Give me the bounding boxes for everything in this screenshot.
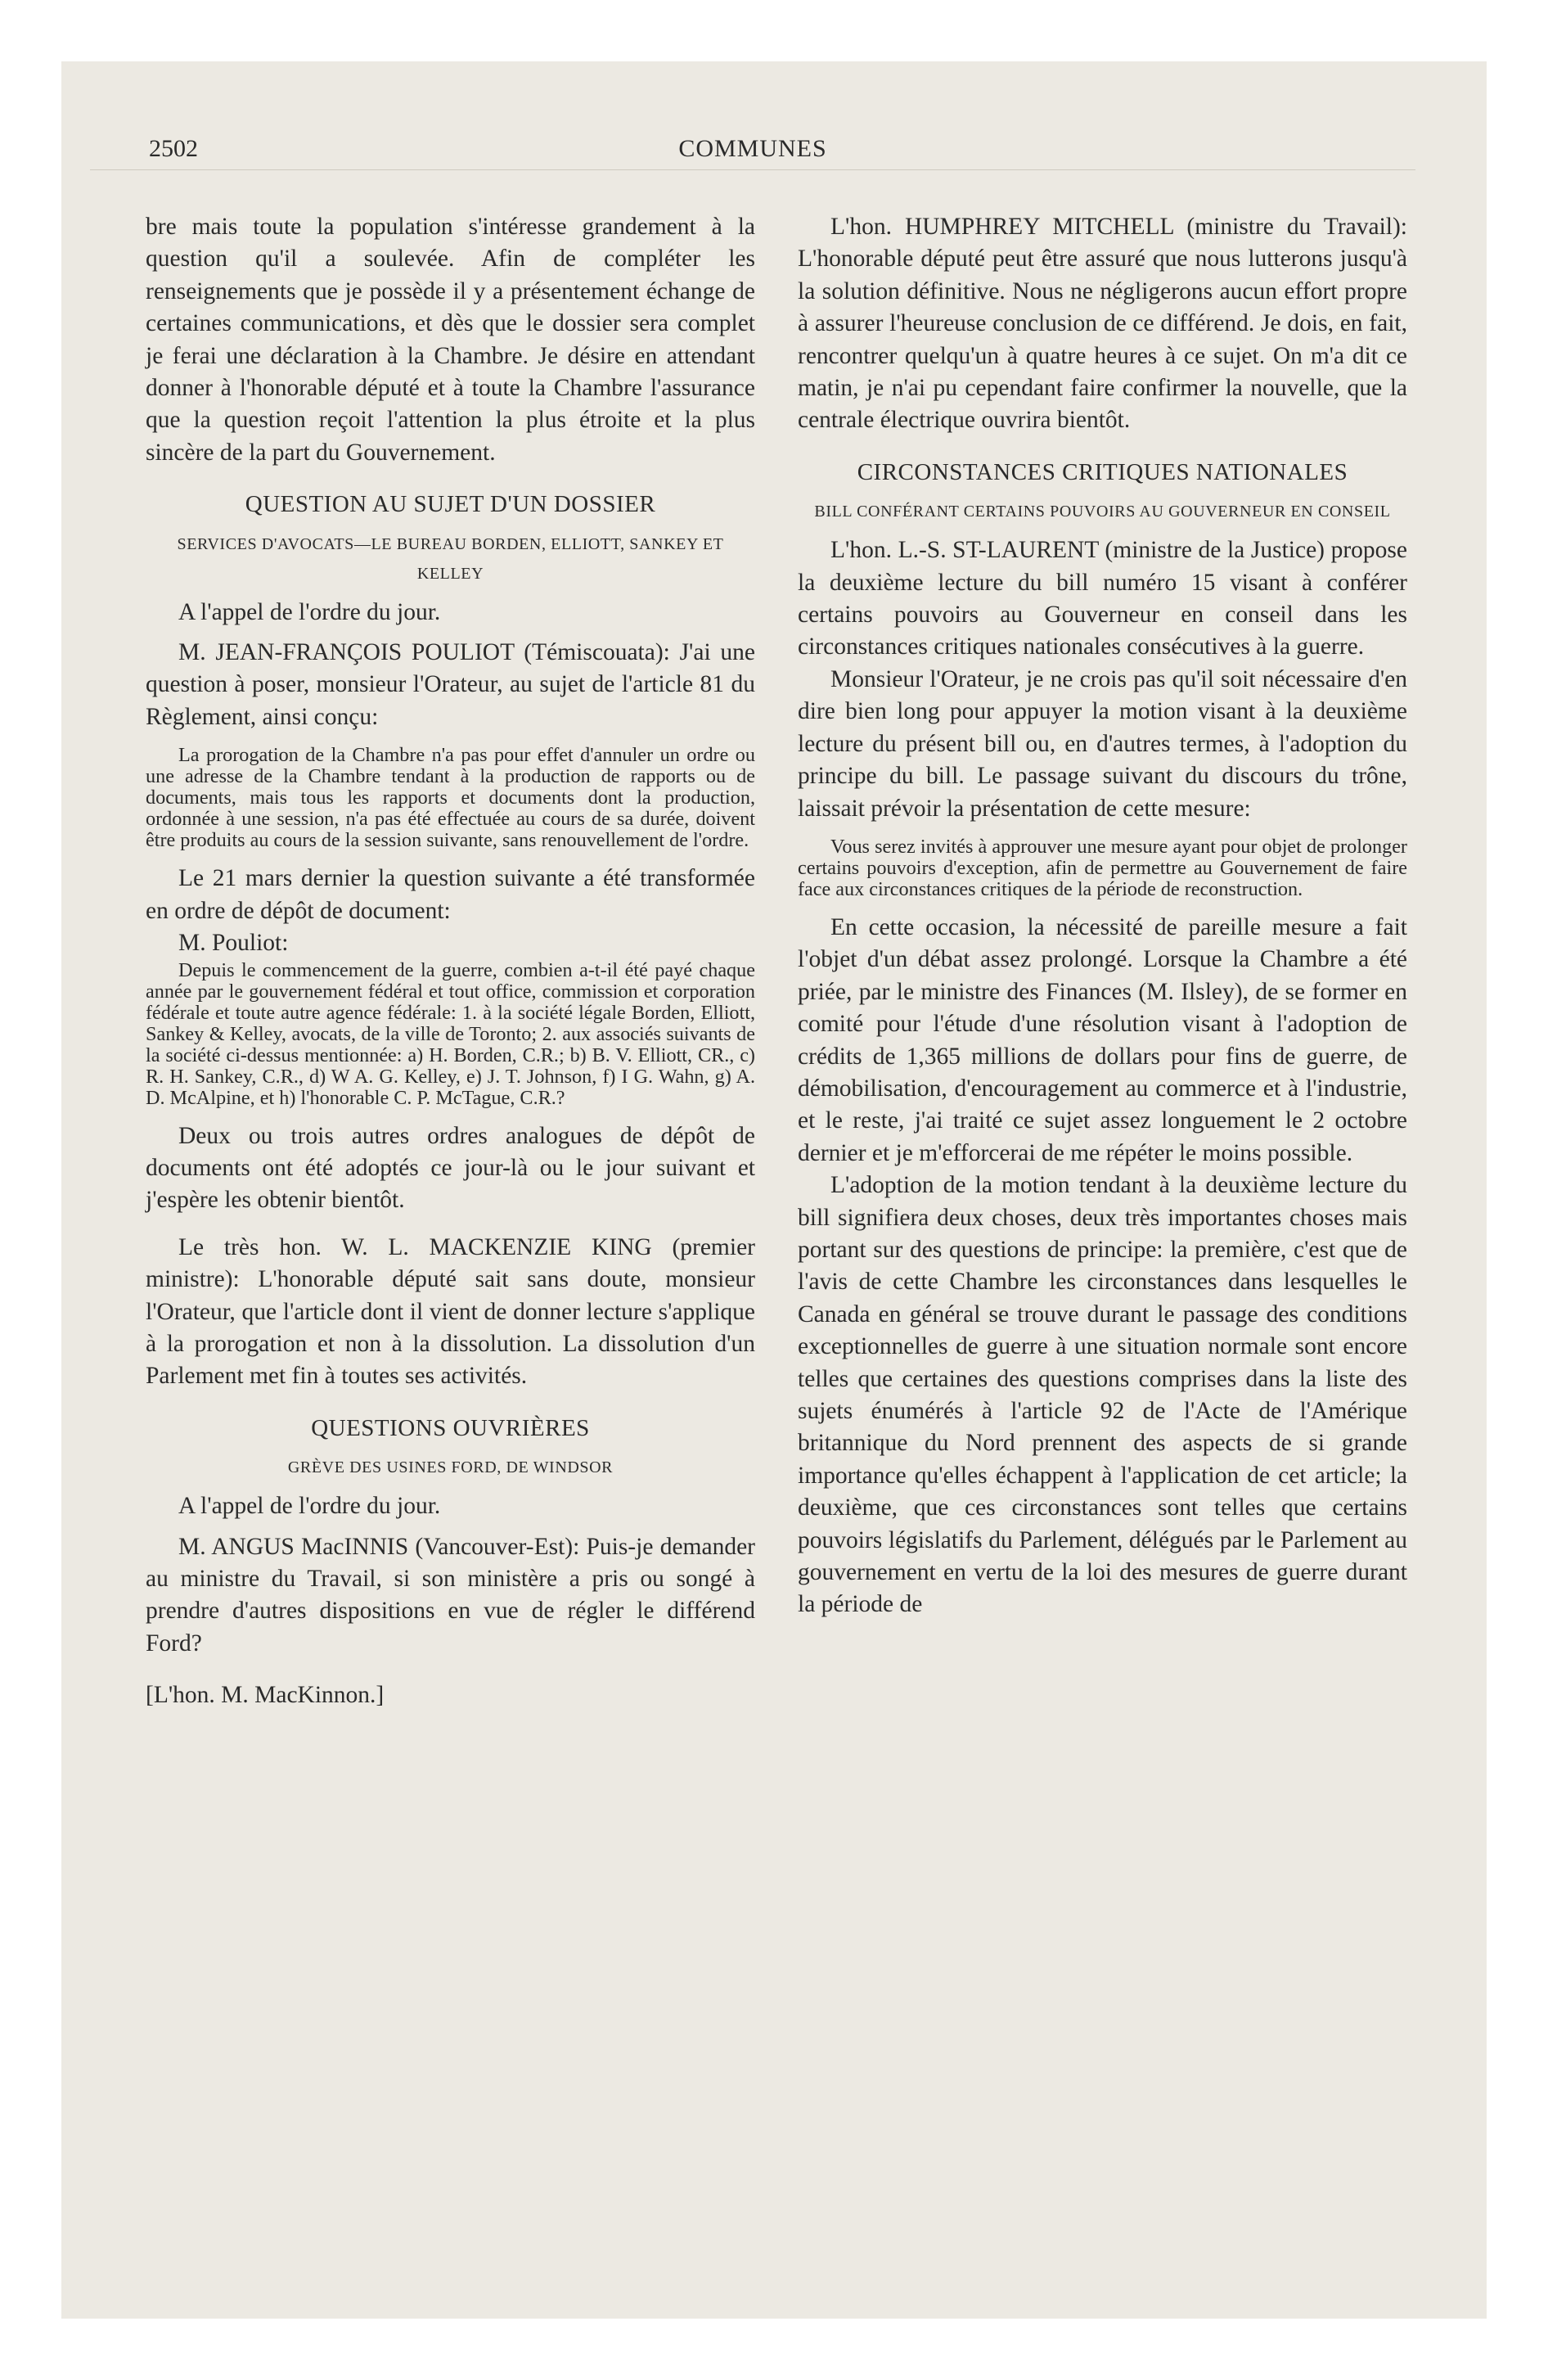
section-subheading: BILL CONFÉRANT CERTAINS POUVOIRS AU GOUVERNEUR EN CONSEIL	[814, 503, 1391, 521]
paragraph: M. JEAN-FRANÇOIS POULIOT (Témiscouata): J'ai une question à poser, monsieur l'Orateur, au sujet de l'article 81 du Règlement, ainsi conçu:	[146, 639, 755, 730]
quoted-throne-speech: Vous serez invités à approuver une mesure ayant pour objet de prolonger certains pouvoirs d'exception, afin de permettre au Gouvernement de faire face aux circonstances critiques de la période de reconstruction.	[798, 835, 1407, 900]
paragraph: L'hon. HUMPHREY MITCHELL (ministre du Travail): L'honorable député peut être assuré que nous lutterons jusqu'à la solution définitive. Nous ne négligerons aucun effort propre à assurer l'heureuse conclusion de ce différend. Je dois, en fait, rencontrer quelqu'un à quatre heures à ce sujet. On m'a dit ce matin, je n'ai pu cependant faire confirmer la nouvelle, que la centrale électrique ouvrira bientôt.	[798, 214, 1407, 434]
paragraph: Deux ou trois autres ordres analogues de dépôt de documents ont été adoptés ce jour-là ou le jour suivant et j'espère les obtenir bientôt.	[146, 1122, 755, 1214]
quoted-rule: La prorogation de la Chambre n'a pas pour effet d'annuler un ordre ou une adresse de la Chambre tendant à la production de rapports ou de documents, mais tous les rapports et documents dont la production, ordonnée à une session, n'a pas été effectuée au cours de sa durée, doivent être produits au cours de la session suivante, sans renouvellement de l'ordre.	[146, 744, 755, 852]
paragraph: L'adoption de la motion tendant à la deuxième lecture du bill signifiera deux choses, deux très importantes choses mais portant sur des questions de principe: la première, c'est que de l'avis de cette Chambre les circonstances dans lesquelles le Canada en général se trouve durant le passage des conditions exceptionnelles de guerre à une situation normale sont encore telles que certaines des questions comprises dans la liste des sujets énumérés à l'article 92 de l'Acte de l'Amérique britannique du Nord prennent des aspects de si grande importance qu'elles échappent à l'application de cet article; la deuxième, que ces circonstances sont telles que certains pouvoirs législatifs du Parlement, délégués par le Parlement au gouvernement en vertu de la loi des mesures de guerre durant la période de	[798, 1172, 1407, 1618]
paragraph: M. ANGUS MacINNIS (Vancouver-Est): Puis-je demander au ministre du Travail, si son ministère a pris ou songé à prendre d'autres dispositions en vue de régler le différend Ford?	[146, 1533, 755, 1657]
section-subheading: GRÈVE DES USINES FORD, DE WINDSOR	[287, 1458, 614, 1477]
left-column	[146, 211, 755, 1712]
paragraph: A l'appel de l'ordre du jour.	[178, 598, 441, 625]
right-column	[798, 211, 1407, 1621]
paragraph: bre mais toute la population s'intéresse grandement à la question qu'il a soulevée. Afin de compléter les renseignements que je possède il y a présentement échange de certaines communications, et dès que le dossier sera complet je ferai une déclaration à la Chambre. Je désire en attendant donner à l'honorable député et à toute la Chambre l'assurance que la question reçoit l'attention la plus étroite et la plus sincère de la part du Gouvernement.	[146, 214, 755, 466]
page-number: 2502	[149, 135, 198, 162]
paragraph: Le très hon. W. L. MACKENZIE KING (premier ministre): L'honorable député sait sans doute, monsieur l'Orateur, que l'article dont il vient de donner lecture s'applique à la prorogation et non à la dissolution. La dissolution d'un Parlement met fin à toutes ses activités.	[146, 1233, 755, 1390]
section-heading: CIRCONSTANCES CRITIQUES NATIONALES	[857, 458, 1348, 485]
paragraph: En cette occasion, la nécessité de pareille mesure a fait l'objet d'un débat assez prolongé. Lorsque la Chambre a été priée, par le ministre des Finances (M. Ilsley), de se former en comité pour l'étude d'une résolution visant à l'adoption de crédits de 1,365 millions de dollars pour fins de guerre, de démobilisation, d'encouragement au commerce et à l'industrie, et le reste, j'ai traité ce sujet assez longuement le 2 octobre dernier et je m'efforcerai de me répéter le moins possible.	[798, 913, 1407, 1166]
page-header	[90, 135, 1415, 170]
footer-note: [L'hon. M. MacKinnon.]	[146, 1682, 385, 1709]
paragraph: A l'appel de l'ordre du jour.	[178, 1493, 441, 1520]
paragraph: Le 21 mars dernier la question suivante a été transformée en ordre de dépôt de document:	[146, 865, 755, 924]
paragraph: Monsieur l'Orateur, je ne crois pas qu'il soit nécessaire d'en dire bien long pour appuyer la motion visant à la deuxième lecture du présent bill ou, en d'autres termes, à l'adoption du principe du bill. Le passage suivant du discours du trône, laissait prévoir la présentation de cette mesure:	[798, 665, 1407, 822]
running-title: COMMUNES	[678, 135, 827, 162]
paragraph: M. Pouliot:	[178, 930, 289, 957]
section-subheading: SERVICES D'AVOCATS—LE BUREAU BORDEN, ELLIOTT, SANKEY ET KELLEY	[177, 534, 724, 583]
paragraph: L'hon. L.-S. ST-LAURENT (ministre de la Justice) propose la deuxième lecture du bill numéro 15 visant à conférer certains pouvoirs au Gouverneur en conseil dans les circonstances critiques nationales consécutives à la guerre.	[798, 537, 1407, 660]
section-heading: QUESTION AU SUJET D'UN DOSSIER	[245, 491, 656, 518]
quoted-question: Depuis le commencement de la guerre, combien a-t-il été payé chaque année par le gouvernement fédéral et tout office, commission et corporation fédérale et toute autre agence fédérale: 1. à la société légale Borden, Elliott, Sankey & Kelley, avocats, de la ville de Toronto; 2. aux associés suivants de la société ci-dessus mentionnée: a) H. Borden, C.R.; b) B. V. Elliott, CR., c) R. H. Sankey, C.R., d) W A. G. Kelley, e) J. T. Johnson, f) I G. Wahn, g) A. D. McAlpine, et h) l'honorable C. P. McTague, C.R.?	[146, 958, 755, 1109]
section-heading: QUESTIONS OUVRIÈRES	[311, 1414, 590, 1441]
